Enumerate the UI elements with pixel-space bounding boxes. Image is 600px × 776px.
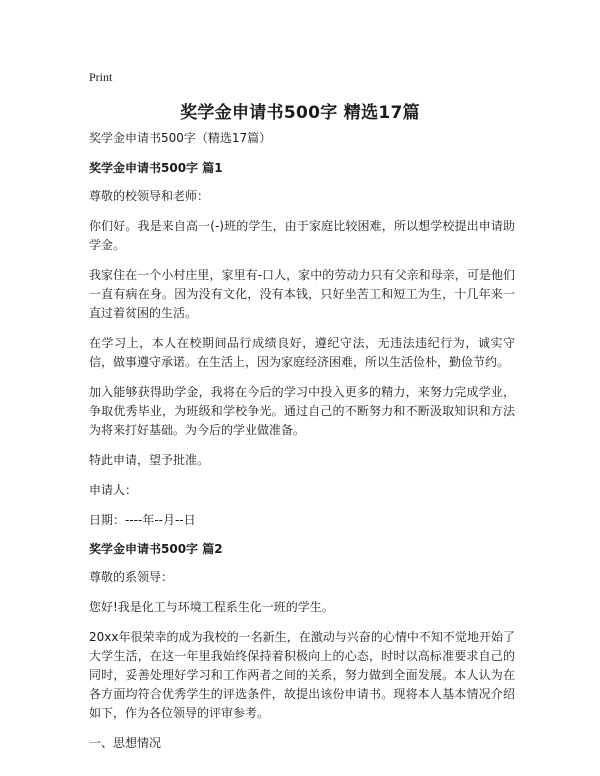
- document-title: 奖学金申请书500字 精选17篇: [180, 103, 420, 123]
- date-line: 日期：----年--月--日: [89, 513, 196, 527]
- document-body: [89, 130, 515, 764]
- applicant-line: 申请人：: [89, 483, 138, 497]
- section-heading-1: 奖学金申请书500字 篇1: [89, 161, 223, 175]
- document-subtitle: 奖学金申请书500字（精选17篇）: [89, 131, 272, 145]
- paragraph: 在学习上，本人在校期间品行成绩良好，遵纪守法，无违法违纪行为，诚实守信，做事遵守承诺。在生活上，因为家庭经济困难，所以生活俭朴，勤俭节约。: [89, 336, 515, 369]
- paragraph: 你们好。我是来自高一(-)班的学生，由于家庭比较困难，所以想学校提出申请助学金。: [89, 219, 515, 252]
- paragraph: 特此申请，望予批准。: [89, 453, 210, 467]
- paragraph: 我家住在一个小村庄里，家里有-口人，家中的劳动力只有父亲和母亲，可是他们一直有病在身。因为没有文化，没有本钱，只好坐苦工和短工为生，十几年来一直过着贫困的生活。: [89, 268, 515, 320]
- print-label[interactable]: Print: [89, 70, 113, 84]
- paragraph: 尊敬的系领导：: [89, 570, 174, 584]
- paragraph: 您好!我是化工与环境工程系生化一班的学生。: [89, 600, 334, 614]
- paragraph: 尊敬的校领导和老师：: [89, 189, 210, 203]
- section-heading-2: 奖学金申请书500字 篇2: [89, 542, 223, 556]
- paragraph: 加入能够获得助学金，我将在今后的学习中投入更多的精力，来努力完成学业，争取优秀毕业，为班级和学校争光。通过自己的不断努力和不断汲取知识和方法为将来打好基础。为今后的学业做准备。: [89, 385, 515, 437]
- paragraph: 20xx年很荣幸的成为我校的一名新生，在激动与兴奋的心情中不知不觉地开始了大学生活，在这一年里我始终保持着积极向上的心态，时时以高标准要求自己的同时，妥善处理好学习和工作两者之间的关系，努力做到全面发展。本人认为在各方面均符合优秀学生的评选条件，故提出该份申请书。现将本人基本情况介绍如下，作为各位领导的评审参考。: [89, 630, 515, 720]
- subsection-heading: 一、思想情况: [89, 736, 162, 750]
